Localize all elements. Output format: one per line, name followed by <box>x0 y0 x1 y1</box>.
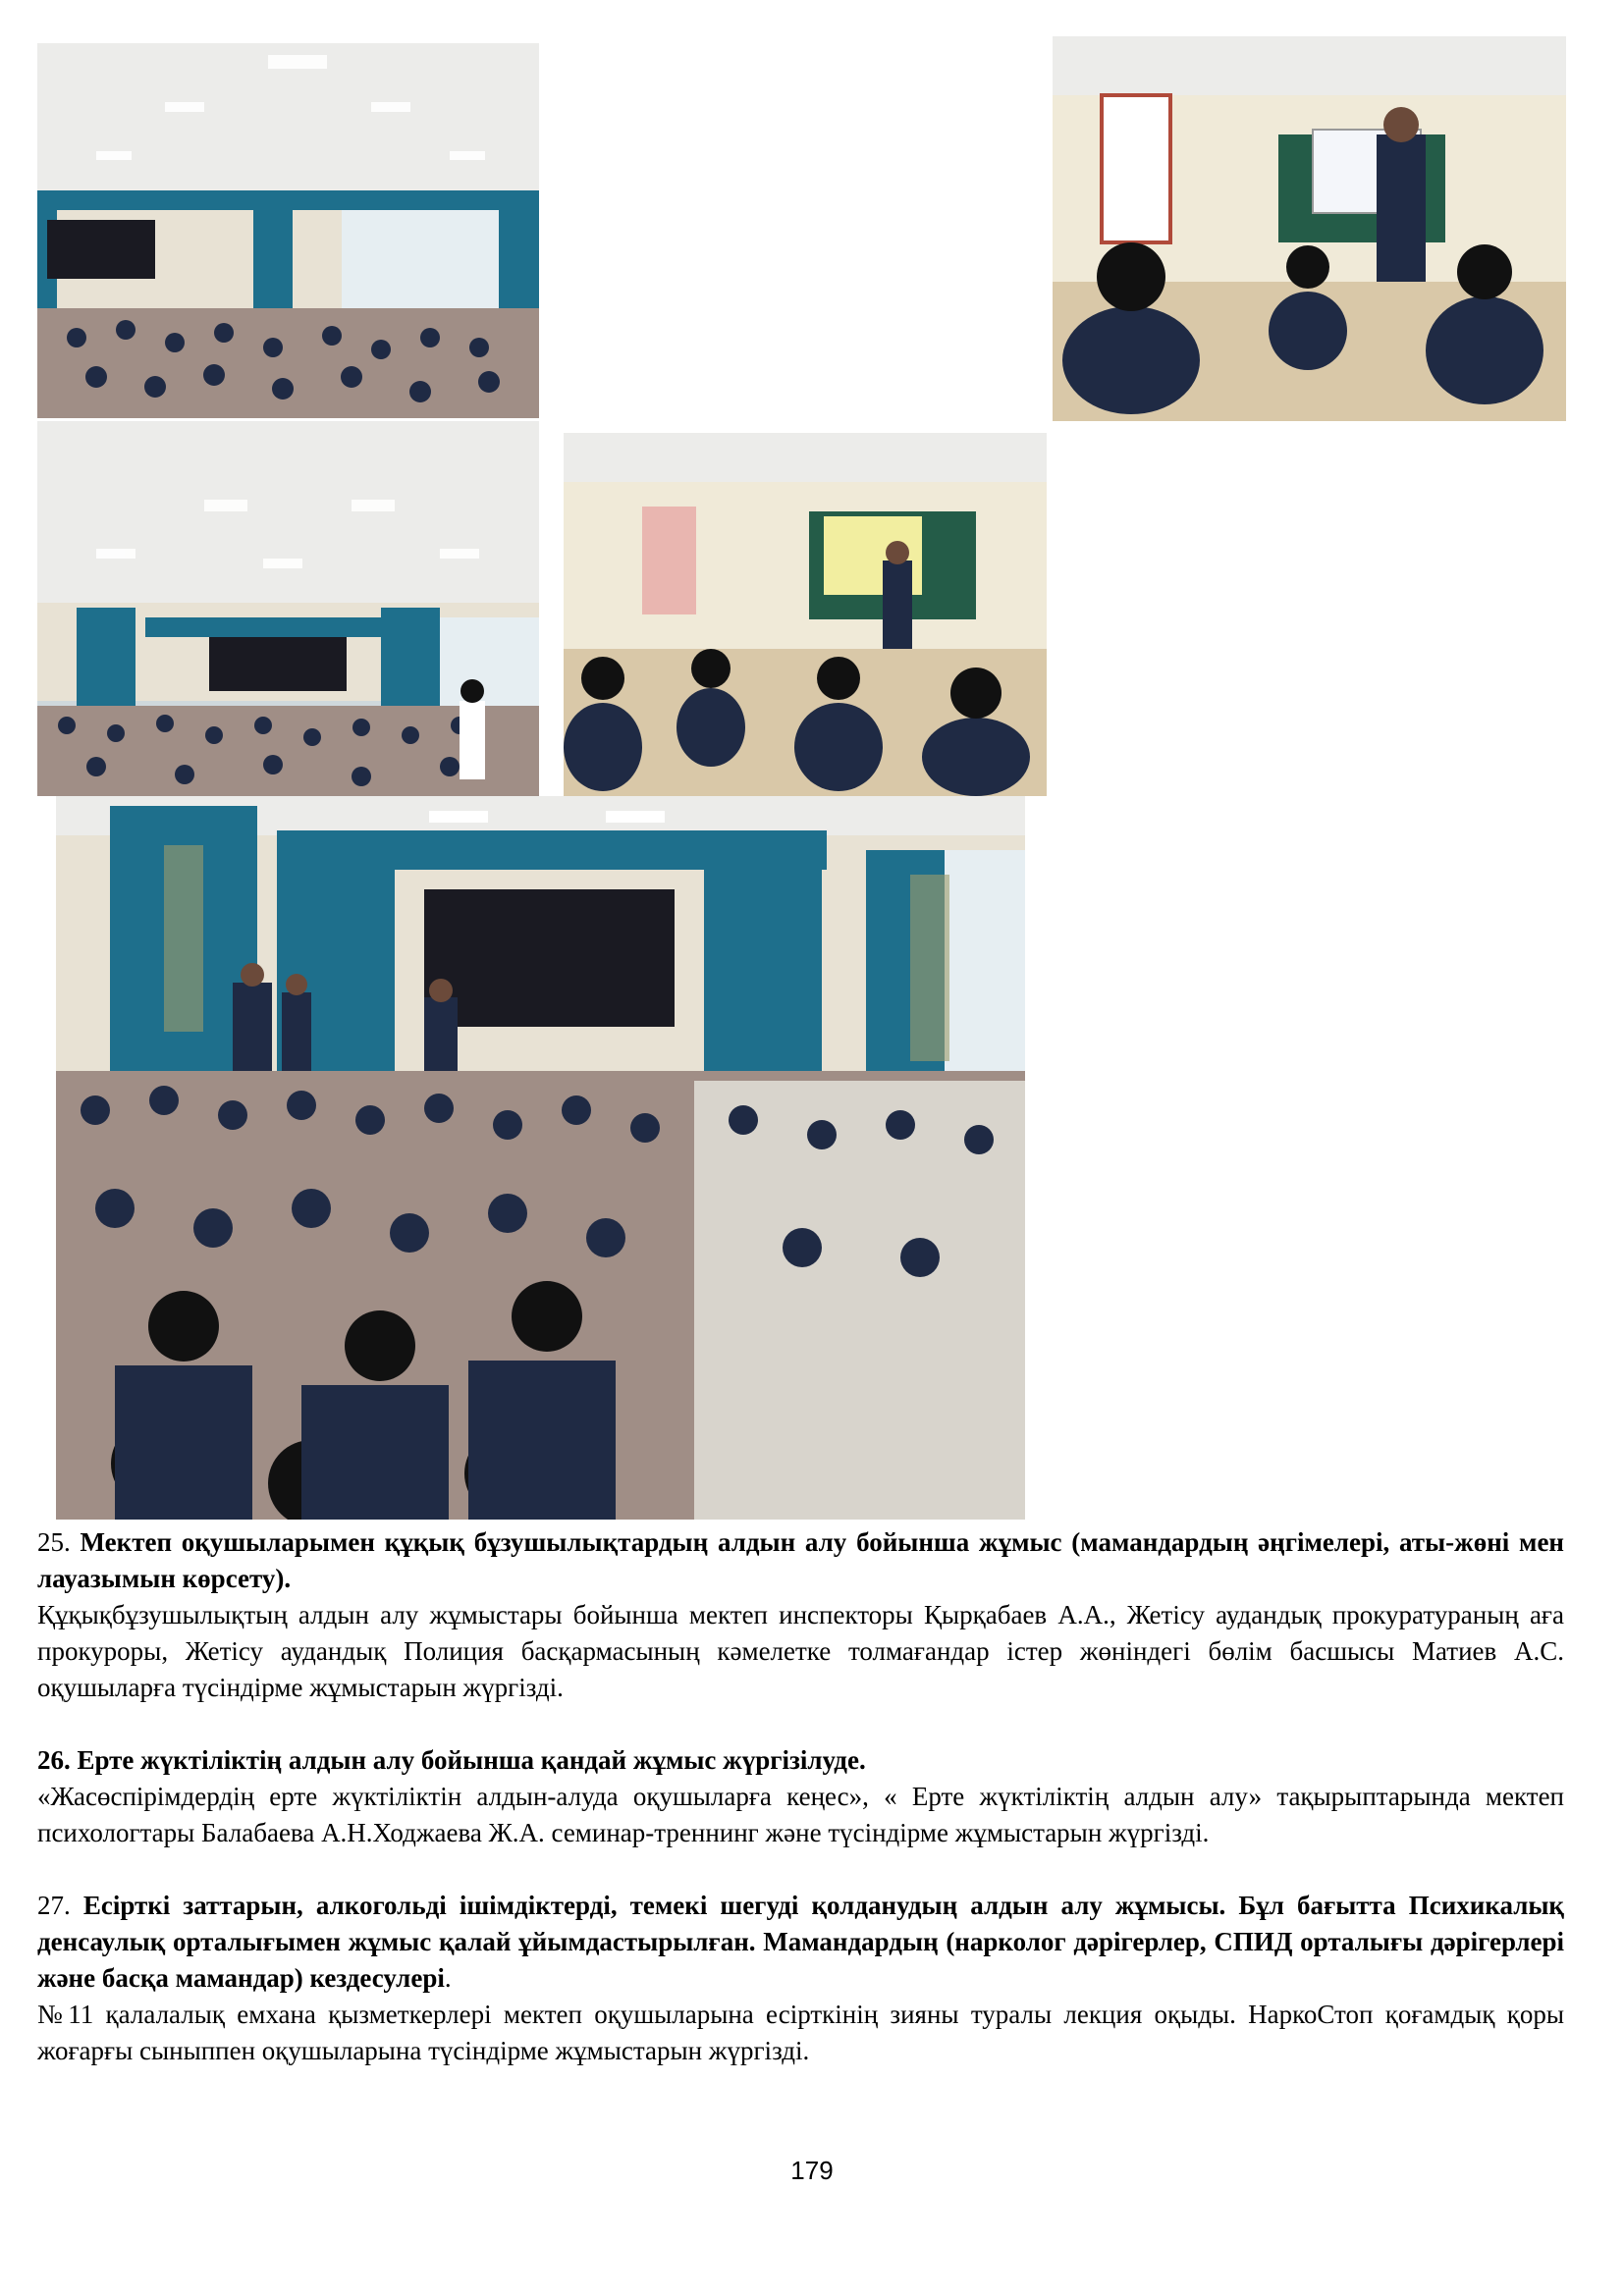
section-27-body: №11 қалалалық емхана қызметкерлері мектеп оқушыларына есірткінің зияны туралы лекция оқыды. НаркоСтоп қоғамдық қоры жоғарғы сыныппен оқушыларына түсіндірме жұмыстарын жүргізді. <box>37 2000 1564 2065</box>
section-27-number: 27. <box>37 1891 71 1920</box>
classroom-photo-1 <box>1053 36 1566 421</box>
classroom-photo-2 <box>564 433 1047 796</box>
section-26-heading: 26. Ерте жүктіліктің алдын алу бойынша қандай жұмыс жүргізілуде. <box>37 1745 866 1775</box>
section-25-body: Құқықбұзушылықтың алдын алу жұмыстары бойынша мектеп инспекторы Қырқабаев А.А., Жетісу аудандық прокуратураның аға прокуроры, Жетісу аудандық Полиция басқармасының кәмелетке толмағандар істер жөніндегі бөлім басшысы Матиев А.С. оқушыларға түсіндірме жұмыстарын жүргізді. <box>37 1600 1564 1702</box>
assembly-hall-illustration <box>56 796 1025 1520</box>
spacer <box>37 1706 1564 1742</box>
classroom-illustration <box>564 433 1047 796</box>
assembly-hall-photo-1 <box>37 43 539 418</box>
section-27-heading <box>37 1888 1564 1997</box>
assembly-hall-illustration <box>37 421 539 796</box>
section-25-title: Мектеп оқушыларымен құқық бұзушылықтардың алдын алу бойынша жұмыс (мамандардың әңгімелері, аты-жөні мен лауазымын көрсету). <box>37 1527 1564 1593</box>
page-number: 179 <box>790 2156 834 2185</box>
assembly-hall-illustration <box>37 43 539 418</box>
assembly-hall-photo-3 <box>56 796 1025 1520</box>
section-25-heading <box>37 1524 1564 1597</box>
section-25-number: 25. <box>37 1527 71 1557</box>
classroom-illustration <box>1053 36 1566 421</box>
section-27-title: Есірткі заттарын, алкогольді ішімдіктерді, темекі шегуді қолданудың алдын алу жұмысы. Бұл бағытта Психикалық денсаулық орталығымен жұмыс қалай ұйымдастырылған. Мамандардың (нарколог дәрігерлер, СПИД орталығы дәрігерлері және басқа мамандар) кездесулері <box>37 1891 1564 1993</box>
section-27-title-end: . <box>444 1963 452 1993</box>
assembly-hall-photo-2 <box>37 421 539 796</box>
section-26-body: «Жасөспірімдердің ерте жүктіліктін алдын-алуда оқушыларға кеңес», « Ерте жүктіліктің алдын алу» тақырыптарында мектеп психологтары Балабаева А.Н.Ходжаева Ж.А. семинар-треннинг және түсіндірме жұмыстарын жүргізді. <box>37 1782 1564 1847</box>
document-body <box>37 1524 1564 2069</box>
spacer <box>37 1851 1564 1888</box>
